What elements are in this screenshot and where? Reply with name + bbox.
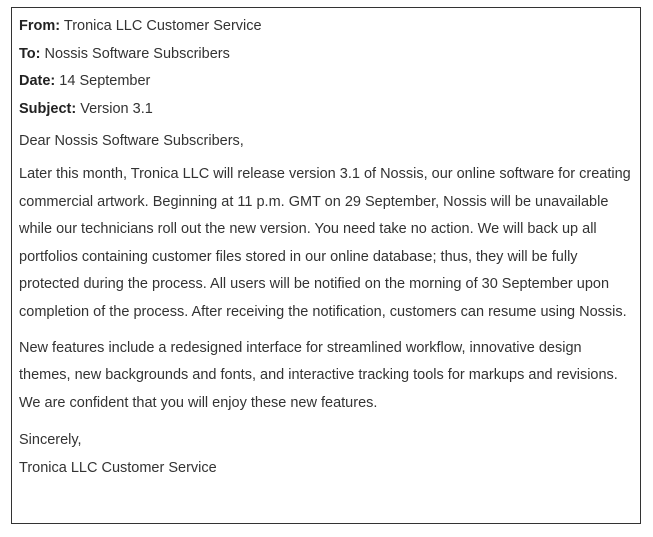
date-label: Date: — [19, 73, 56, 90]
date-line — [19, 71, 633, 91]
greeting: Dear Nossis Software Subscribers, — [19, 133, 244, 150]
from-value: Tronica LLC Customer Service — [63, 18, 262, 34]
from-line — [19, 16, 633, 36]
body-paragraph-2: New features include a redesigned interface for streamlined workflow, innovative design themes, new backgrounds and fonts, and interactive tracking tools for markups and revisions. We are confident that you will enjoy these new features. — [19, 339, 618, 411]
date-value: 14 September — [59, 73, 151, 90]
to-value: Nossis Software Subscribers — [44, 45, 230, 62]
subject-line — [19, 99, 633, 119]
subject-value: Version 3.1 — [80, 101, 153, 118]
closing: Sincerely, — [19, 432, 82, 449]
subject-label: Subject: — [19, 101, 77, 118]
email-document — [11, 7, 641, 524]
to-line — [19, 44, 633, 64]
to-label: To: — [19, 45, 41, 62]
signature: Tronica LLC Customer Service — [19, 460, 217, 476]
body-paragraph-1: Later this month, Tronica LLC will release version 3.1 of Nossis, our online software for creating commercial artwork. Beginning at 11 p.m. GMT on 29 September, Nossis will be unavailable while our technicians roll out the new version. You need take no action. We will back up all portfolios containing customer files stored in our online database; thus, they will be fully protected during the process. All users will be notified on the morning of 30 September upon completion of the process. After receiving the notification, customers can resume using Nossis. — [19, 166, 631, 321]
from-label: From: — [19, 18, 61, 34]
